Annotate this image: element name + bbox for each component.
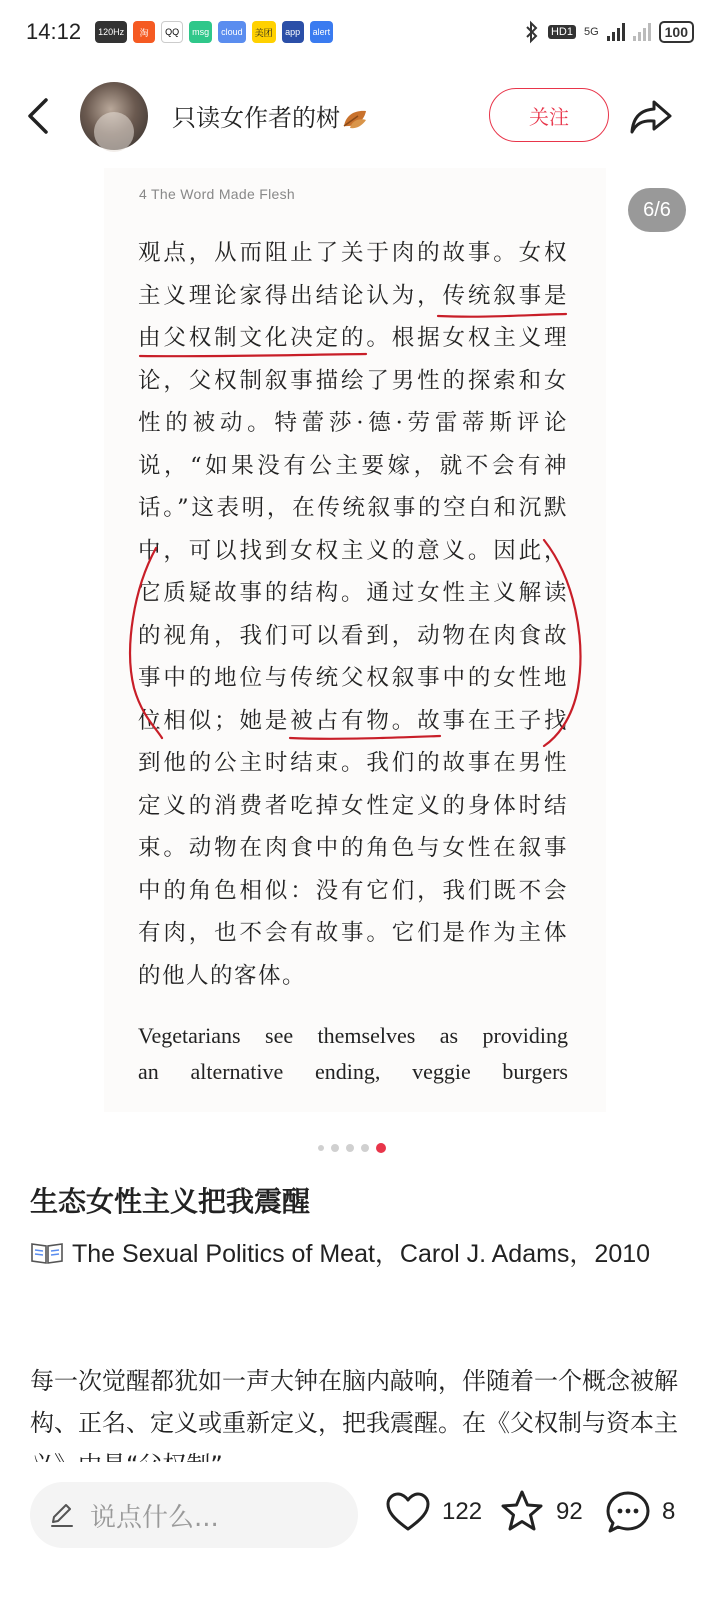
comment-icon (604, 1488, 652, 1536)
carousel-dots (318, 1144, 386, 1153)
favorite-button[interactable] (498, 1488, 583, 1536)
like-count: 122 (442, 1498, 483, 1525)
back-icon[interactable] (24, 96, 54, 136)
author-name-text: 只读女作者的树 (172, 104, 340, 132)
status-time: 14:12 (26, 19, 82, 44)
hd-icon: HD1 (548, 25, 576, 39)
network-type: 5G (583, 26, 599, 38)
leaf-icon (342, 108, 368, 130)
favorite-count: 92 (556, 1498, 583, 1525)
carousel-dot-active (376, 1143, 386, 1153)
app-icon: app (282, 21, 304, 43)
post-header (0, 72, 720, 162)
heart-icon (384, 1488, 432, 1536)
comment-placeholder: 说点什么... (90, 1502, 219, 1533)
image-page-indicator: 6/6 (628, 188, 686, 232)
post-title: 生态女性主义把我震醒 (30, 1185, 311, 1218)
carousel-dot (346, 1144, 354, 1152)
meituan-icon: 美团 (252, 21, 276, 43)
alert-icon: alert (310, 21, 334, 43)
star-icon (498, 1488, 546, 1536)
follow-button[interactable]: 关注 (489, 88, 609, 142)
english-line-2: an alternative ending, veggie burgers (138, 1059, 568, 1084)
status-notification-icons (95, 21, 333, 43)
carousel-dot (331, 1144, 339, 1152)
signal-secondary-icon (633, 23, 651, 41)
taobao-icon: 淘 (133, 21, 155, 43)
book-reference (30, 1234, 670, 1274)
message-icon: msg (189, 21, 212, 43)
book-page-text: 观点，从而阻止了关于肉的故事。女权主义理论家得出结论认为，传统叙事是由父权制文化决定的。根据女权主义理论，父权制叙事描绘了男性的探索和女性的被动。特蕾莎·德·劳雷蒂斯评论说，“如果没有公主要嫁，就不会有神话。”这表明，在传统叙事的空白和沉默中，可以找到女权主义的意义。因此，它质疑故事的结构。通过女性主义解读的视角，我们可以看到，动物在肉食故事中的地位与传统父权叙事中的女性地位相似；她是被占有物。故事在王子找到他的公主时结束。我们的故事在男性定义的消费者吃掉女性定义的身体时结束。动物在肉食中的角色与女性在叙事中的角色相似：没有它们，我们既不会有肉，也不会有故事。它们是作为主体的他人的客体。 (138, 240, 568, 989)
bluetooth-icon (524, 21, 540, 43)
carousel-dot (318, 1145, 324, 1151)
book-page-header: 4 The Word Made Flesh (139, 186, 295, 202)
status-system-icons (524, 21, 694, 43)
english-line-1: Vegetarians see themselves as providing (138, 1023, 568, 1048)
author-name[interactable] (172, 98, 368, 133)
status-bar (0, 0, 720, 64)
comment-button[interactable] (604, 1488, 675, 1536)
avatar[interactable] (80, 82, 148, 150)
book-icon (30, 1241, 64, 1265)
battery-icon: 100 (659, 21, 694, 43)
refresh-rate-icon: 120Hz (95, 21, 127, 43)
book-page-english (138, 1018, 568, 1090)
cloud-icon: cloud (218, 21, 246, 43)
signal-icon (607, 23, 625, 41)
bottom-action-bar (0, 1462, 720, 1600)
comment-input[interactable] (30, 1482, 358, 1548)
like-button[interactable] (384, 1488, 482, 1536)
comment-count: 8 (662, 1498, 676, 1525)
post-body: 每一次觉醒都犹如一声大钟在脑内敲响，伴随着一个概念被解构、正名、定义或重新定义，把我震醒。在《父权制与资本主 (30, 1367, 678, 1437)
share-icon[interactable] (628, 96, 674, 136)
carousel-dot (361, 1144, 369, 1152)
post-image[interactable] (104, 168, 606, 1112)
qq-icon: QQ (161, 21, 183, 43)
pencil-icon (48, 1501, 76, 1529)
book-reference-text: The Sexual Politics of Meat，Carol J. Adams，2010 (72, 1240, 651, 1268)
